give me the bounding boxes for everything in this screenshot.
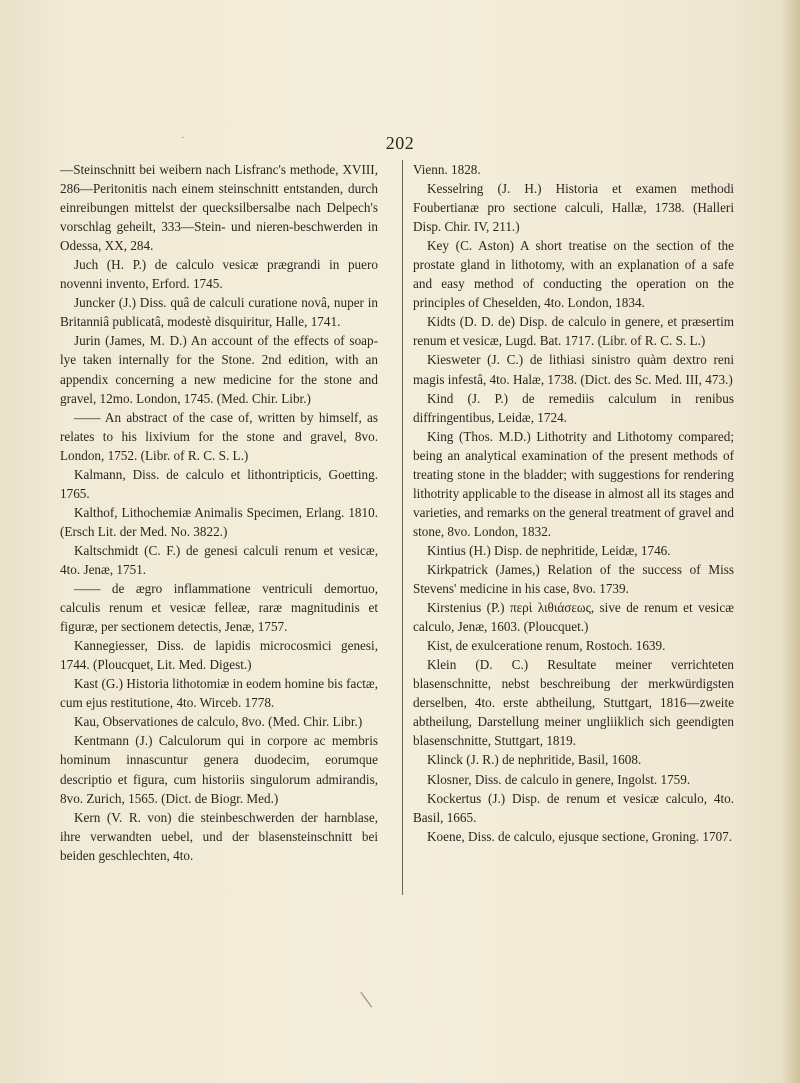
bibliography-entry: Key (C. Aston) A short treatise on the section of the prostate gland in lithotomy, with an explanation of a safe and easy method of conducting the operation on the principles of Cheselden, 4to. London, 1834. — [413, 238, 734, 311]
bibliography-entry: Jurin (James, M. D.) An account of the effects of soap-lye taken internally for the Stone. 2nd edition, with an appendix concerning a new medicine for the stone and gravel, 12mo. London, 1745. (Med. Chir. Libr.) — [60, 333, 378, 406]
left-column — [60, 160, 378, 865]
bibliography-entry: Klinck (J. R.) de nephritide, Basil, 1608. — [427, 752, 642, 768]
bibliography-entry: Kind (J. P.) de remediis calculum in renibus diffringentibus, Leidæ, 1724. — [413, 390, 734, 425]
bibliography-entry: Vienn. 1828. — [413, 162, 481, 177]
bibliography-entry: Kirstenius (P.) περὶ λιθιάσεως, sive de renum et vesicæ calculo, Jenæ, 1603. (Ploucquet.) — [413, 600, 734, 635]
ink-speck: · — [181, 130, 185, 144]
bibliography-entry: Kern (V. R. von) die steinbeschwerden der harnblase, ihre verwandten uebel, und der blasensteinschnitt bei beiden geschlechten, 4to. — [60, 809, 378, 863]
pencil-stroke: / — [352, 988, 381, 1011]
bibliography-entry: Klosner, Diss. de calculo in genere, Ingolst. 1759. — [427, 771, 691, 787]
page-number: 202 — [385, 133, 415, 153]
bibliography-entry: Kalmann, Diss. de calculo et lithontripticis, Goetting. 1765. — [60, 466, 378, 501]
bibliography-entry: Kesselring (J. H.) Historia et examen methodi Foubertianæ pro sectione calculi, Hallæ, 1738. (Halleri Disp. Chir. IV, 211.) — [413, 181, 734, 235]
right-column — [413, 160, 734, 846]
bibliography-entry: —— An abstract of the case of, written by himself, as relates to his lixivium for the stone and gravel, 8vo. London, 1752. (Libr. of R. C. S. L.) — [60, 409, 378, 463]
bibliography-entry: Kintius (H.) Disp. de nephritide, Leidæ, 1746. — [427, 542, 671, 558]
column-divider — [402, 160, 403, 895]
bibliography-entry: Kist, de exulceratione renum, Rostoch. 1639. — [427, 638, 666, 654]
bibliography-entry: Kau, Observationes de calculo, 8vo. (Med. Chir. Libr.) — [74, 714, 363, 730]
bibliography-entry: Juch (H. P.) de calculo vesicæ prægrandi in puero novenni invento, Erford. 1745. — [60, 257, 378, 292]
bibliography-entry: Kirkpatrick (James,) Relation of the success of Miss Stevens' medicine in his case, 8vo. 1739. — [413, 561, 734, 597]
bibliography-entry: Kaltschmidt (C. F.) de genesi calculi renum et vesicæ, 4to. Jenæ, 1751. — [60, 542, 378, 577]
bibliography-entry: Kannegiesser, Diss. de lapidis microcosmici genesi, 1744. (Ploucquet, Lit. Med. Digest.) — [60, 638, 378, 673]
bibliography-entry: —— de ægro inflammatione ventriculi demortuo, calculis renum et vesicæ felleæ, raræ magnitudinis et figuræ, per sectionem detectis, Jenæ, 1757. — [60, 581, 378, 635]
bibliography-entry: Kidts (D. D. de) Disp. de calculo in genere, et præsertim renum et vesicæ, Lugd. Bat. 1717. (Libr. of R. C. S. L.) — [413, 314, 734, 349]
bibliography-entry: Kalthof, Lithochemiæ Animalis Specimen, Erlang. 1810. (Ersch Lit. der Med. No. 3822.) — [60, 504, 378, 539]
bibliography-entry: Kentmann (J.) Calculorum qui in corpore ac membris hominum innascuntur genera duodecim, eorumque descriptio et figura, cum historiis singulorum admirandis, 8vo. Zurich, 1565. (Dict. de Biogr. Med.) — [60, 733, 378, 806]
bibliography-entry: Kiesweter (J. C.) de lithiasi sinistro quàm dextro reni magis infestâ, 4to. Halæ, 1738. (Dict. des Sc. Med. III, 473.) — [413, 352, 734, 387]
bibliography-entry: Klein (D. C.) Resultate meiner verrichteten blasenschnitte, nebst beschreibung der merkwürdigsten derselben, 4to. erste abtheilung, Stuttgart, 1816—zweite abtheilung, Darstellung meiner ungliiklich sich geendigten blasenschnitte, Stuttgart, 1819. — [413, 657, 734, 749]
bibliography-entry: —Steinschnitt bei weibern nach Lisfranc's methode, XVIII, 286—Peritonitis nach einem steinschnitt entstanden, durch einreibungen mittelst der quecksilbersalbe nach Delpech's vorschlag geheilt, 333—Stein- und nieren-beschwerden in Odessa, XX, 284. — [60, 162, 378, 254]
bibliography-entry: Kockertus (J.) Disp. de renum et vesicæ calculo, 4to. Basil, 1665. — [413, 790, 734, 825]
bibliography-entry: Juncker (J.) Diss. quâ de calculi curatione novâ, nuper in Britanniâ publicatâ, modestè disquiritur, Halle, 1741. — [60, 295, 378, 330]
bibliography-entry: King (Thos. M.D.) Lithotrity and Lithotomy compared; being an analytical examination of the present methods of treating stone in the bladder; with suggestions for rendering lithotrity applicable to the disease in almost all its stages and varieties, and remarks on the general treatment of gravel and stone, 8vo. London, 1832. — [413, 428, 734, 539]
bibliography-entry: Koene, Diss. de calculo, ejusque sectione, Groning. 1707. — [427, 828, 733, 844]
bibliography-entry: Kast (G.) Historia lithotomiæ in eodem homine bis factæ, cum ejus restitutione, 4to. Wirceb. 1778. — [60, 676, 379, 711]
page-edge-shadow — [782, 0, 800, 1083]
